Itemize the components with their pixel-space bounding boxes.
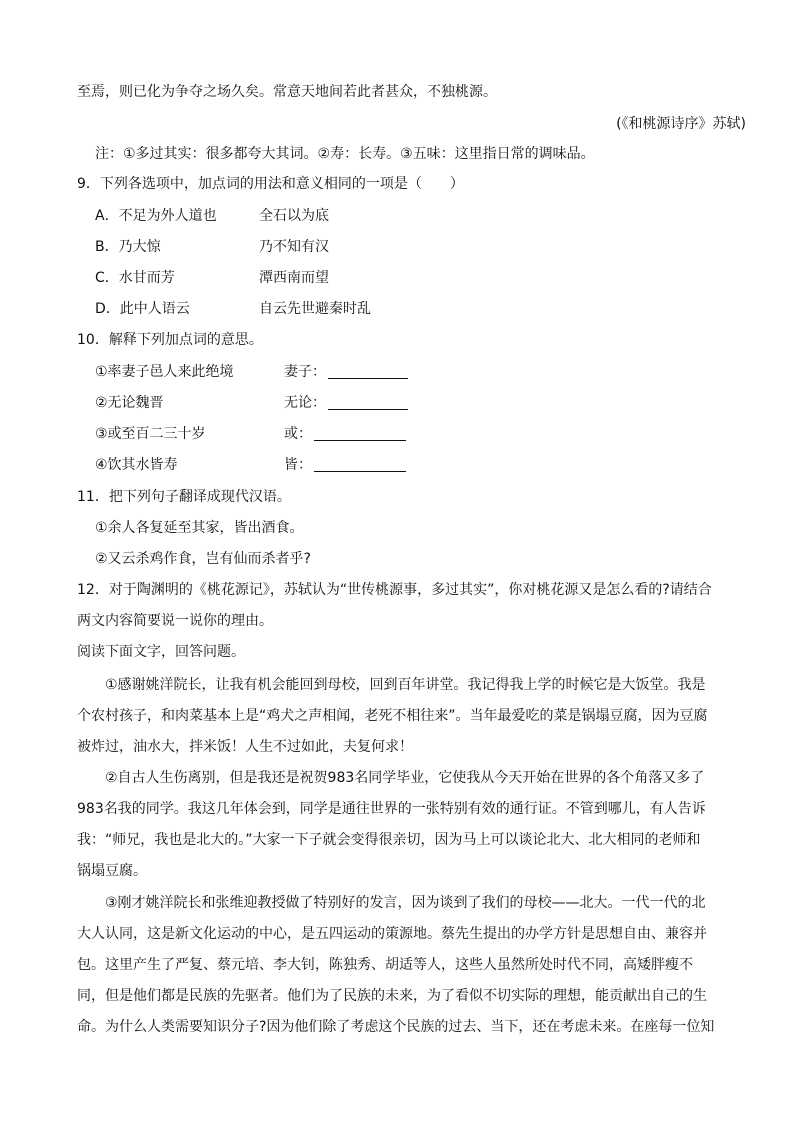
paragraph-2-line: 我：“师兄，我也是北大的。”大家一下子就会变得很亲切，因为马上可以谈论北大、北大相同的老师和 [77, 832, 701, 848]
q10-item-1: ①率妻子邑人来此绝境 [95, 364, 234, 380]
q9-option-b: B．乃大惊 [95, 239, 161, 255]
answer-blank[interactable] [314, 426, 406, 441]
q10-item-3: ③或至百二三十岁 [95, 426, 206, 442]
answer-blank[interactable] [328, 395, 408, 410]
paragraph-3-line: 包。这里产生了严复、蔡元培、李大钊，陈独秀、胡适等人，这些人虽然所处时代不同，高矮胖瘦不 [77, 957, 693, 973]
question-12-line-1: 12．对于陶渊明的《桃花源记》，苏轼认为“世传桃源事，多过其实”，你对桃花源又是怎么看的?请结合 [77, 582, 712, 598]
paragraph-2-line: ②自古人生伤离别，但是我还是祝贺983名同学毕业，它使我从今天开始在世界的各个角落又多了 [105, 770, 705, 786]
answer-blank[interactable] [328, 364, 408, 379]
answer-blank[interactable] [314, 457, 406, 472]
q11-item-1: ①余人各复延至其家，皆出酒食。 [95, 520, 304, 536]
q10-item-4-answer[interactable]: 皆： [284, 455, 406, 475]
q9-option-b-compare: 乃不知有汉 [259, 239, 329, 255]
q9-option-a: A．不足为外人道也 [95, 208, 217, 224]
paragraph-1-line: 被炸过，油水大，拌米饭！人生不过如此，夫复何求！ [77, 739, 413, 755]
q10-item-3-answer[interactable]: 或： [284, 424, 406, 444]
q11-item-2: ②又云杀鸡作食，岂有仙而杀者乎? [95, 551, 311, 567]
question-12-line-2: 两文内容简要说一说你的理由。 [77, 613, 273, 629]
q9-option-c-compare: 潭西南而望 [259, 270, 329, 286]
question-11: 11．把下列句子翻译成现代汉语。 [77, 489, 291, 505]
reading-instruction: 阅读下面文字，回答问题。 [77, 644, 245, 660]
paragraph-1-line: ①感谢姚洋院长，让我有机会能回到母校，回到百年讲堂。我记得我上学的时候它是大饭堂。我是 [105, 677, 706, 693]
passage-source: (《和桃源诗序》苏轼) [616, 116, 746, 132]
q9-option-d-compare: 自云先世避秦时乱 [259, 301, 371, 317]
paragraph-3-line: ③刚才姚洋院长和张维迎教授做了特别好的发言，因为谈到了我们的母校——北大。一代一代的北 [105, 895, 706, 911]
paragraph-2-line: 983名我的同学。我这几年体会到，同学是通往世界的一张特别有效的通行证。不管到哪儿，有人告诉 [77, 801, 706, 817]
q10-item-2-answer[interactable]: 无论： [284, 393, 408, 413]
q9-option-c: C．水甘而芳 [95, 270, 175, 286]
q10-item-4: ④饮其水皆寿 [95, 457, 178, 473]
passage-continuation: 至焉，则已化为争夺之场久矣。常意天地间若此者甚众，不独桃源。 [77, 84, 497, 100]
q9-option-d: D．此中人语云 [95, 301, 190, 317]
q10-item-2: ②无论魏晋 [95, 395, 164, 411]
paragraph-3-line: 大人认同，这是新文化运动的中心，是五四运动的策源地。蔡先生提出的办学方针是思想自由、兼容并 [77, 926, 707, 942]
paragraph-2-line: 锅塌豆腐。 [77, 863, 147, 879]
paragraph-3-line: 同，但是他们都是民族的先驱者。他们为了民族的未来，为了看似不切实际的理想，能贡献出自己的生 [77, 988, 707, 1004]
q10-item-1-answer[interactable]: 妻子： [284, 362, 408, 382]
question-9: 9．下列各选项中，加点词的用法和意义相同的一项是（ ） [77, 176, 464, 192]
question-10: 10．解释下列加点词的意思。 [77, 332, 263, 348]
paragraph-1-line: 个农村孩子，和肉菜基本上是“鸡犬之声相闻，老死不相往来”。当年最爱吃的菜是锅塌豆腐，因为豆腐 [77, 708, 708, 724]
passage-notes: 注：①多过其实：很多都夸大其词。②寿：长寿。③五味：这里指日常的调味品。 [95, 146, 595, 162]
paragraph-3-line: 命。为什么人类需要知识分子?因为他们除了考虑这个民族的过去、当下，还在考虑未来。在座每一位知 [77, 1019, 715, 1035]
q9-option-a-compare: 全石以为底 [259, 208, 329, 224]
